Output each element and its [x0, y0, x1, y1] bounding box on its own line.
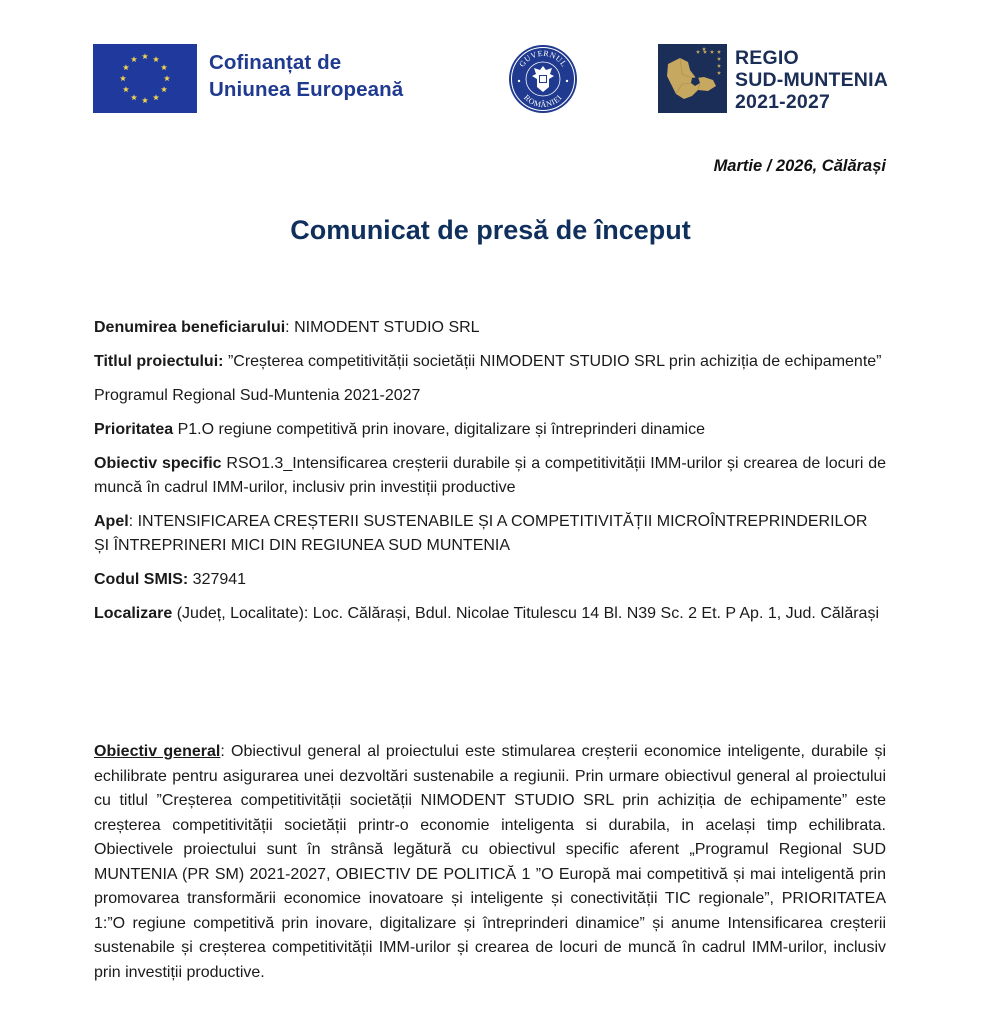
priority-value: P1.O regiune competitivă prin inovare, digitalizare și întreprinderi dinamice — [177, 421, 705, 438]
regio-star-icon — [717, 50, 721, 54]
beneficiary-value: NIMODENT STUDIO SRL — [294, 319, 480, 336]
page-title: Comunicat de presă de început — [290, 215, 691, 245]
seal-bottom-text: ROMÂNIEI — [522, 92, 564, 110]
eu-star-icon — [142, 53, 148, 59]
eu-star-icon — [161, 86, 167, 92]
regio-text — [735, 47, 888, 113]
regio-star-icon — [696, 50, 700, 54]
separator: : — [285, 319, 295, 336]
eu-star-icon — [164, 75, 170, 81]
program-field: Programul Regional Sud-Muntenia 2021-2027 — [94, 387, 421, 404]
regio-star-icon — [717, 71, 721, 75]
general-objective-label: Obiectiv general — [94, 743, 221, 760]
priority-field — [94, 418, 886, 442]
separator: : — [128, 513, 138, 530]
eu-flag-icon — [93, 44, 197, 113]
smis-field — [94, 568, 886, 592]
regio-line3: 2021-2027 — [735, 91, 831, 113]
eu-star-icon — [131, 94, 137, 100]
eu-star-icon — [123, 86, 129, 92]
specific-objective-field — [94, 452, 886, 500]
general-objective-text: Obiectivul general al proiectului este stimularea creșterii economice inteligente, durabile și echilibrate pentru asigurarea unei dezvoltări sustenabile a regiunii. Prin urmare obiectivul general al proiectului cu titlul ”Creșterea competitivității societății NIMODENT STUDIO SRL prin achiziția de echipamente” este creșterea competitivității societății printr-o economie inteligenta si durabila, in același timp echilibrata. Obiectivele proiectului sunt în strânsă legătură cu obiectivul specific aferent „Programul Regional SUD MUNTENIA (PR SM) 2021-2027, OBIECTIV DE POLITICĂ 1 ”O Europă mai competitivă și mai inteligentă prin promovarea transformării economice inovatoare și inteligente și conectivității TIC regionale”, PRIORITATEA 1:”O regiune competitivă prin inovare, digitalizare și întreprinderi dinamice” și anume Intensificarea creșterii sustenabile și creșterea competitivității IMM-urilor și crearea de locuri de muncă în cadrul IMM-urilor, inclusiv prin investiții productive. — [94, 743, 886, 981]
smis-label: Codul SMIS: — [94, 571, 189, 588]
eu-text-line1: Cofinanțat de — [209, 51, 342, 74]
regio-star-icon — [717, 64, 721, 68]
eu-star-icon — [153, 56, 159, 62]
seal-top-text: GUVERNUL — [517, 48, 569, 69]
location-field — [94, 602, 886, 626]
specific-objective-label: Obiectiv specific — [94, 455, 222, 472]
project-title-value: ”Creșterea competitivității societății NIMODENT STUDIO SRL prin achiziția de echipamente” — [227, 353, 882, 370]
eu-star-icon — [123, 64, 129, 70]
project-title-field — [94, 350, 886, 374]
eu-star-icon — [161, 64, 167, 70]
eu-star-icon — [120, 75, 126, 81]
dateline: Martie / 2026, Călărași — [713, 157, 886, 175]
priority-label: Prioritatea — [94, 421, 174, 438]
guvernul-romaniei-seal-icon — [508, 44, 578, 114]
smis-value: 327941 — [192, 571, 247, 588]
regio-line1: REGIO — [735, 47, 799, 69]
project-title-label: Titlul proiectului: — [94, 353, 224, 370]
call-value: INTENSIFICAREA CREȘTERII SUSTENABILE ȘI A COMPETITIVITĂȚII MICROÎNTREPRINDERILOR ȘI ÎNTREPRINERI MICI DIN REGIUNEA SUD MUNTENIA — [94, 513, 868, 554]
location-label: Localizare — [94, 605, 173, 622]
eu-text-line2: Uniunea Europeană — [209, 78, 404, 101]
beneficiary-field — [94, 316, 886, 340]
regio-star-icon — [710, 50, 714, 54]
eu-cofinancing-text — [209, 49, 403, 103]
eu-star-icon — [131, 56, 137, 62]
call-label: Apel — [94, 513, 129, 530]
general-objective-section — [94, 740, 886, 985]
eu-star-icon — [142, 97, 148, 103]
sud-muntenia-map-icon — [658, 44, 727, 113]
beneficiary-label: Denumirea beneficiarului — [94, 319, 286, 336]
specific-objective-value: RSO1.3_Intensificarea creșterii durabile și a competitivității IMM-urilor și crearea de locuri de muncă în cadrul IMM-urilor, inclusiv prin investiții productive — [94, 455, 887, 496]
project-details — [94, 316, 886, 636]
regio-line2: SUD-MUNTENIA — [735, 69, 888, 91]
eu-star-icon — [153, 94, 159, 100]
separator: : — [220, 743, 232, 760]
location-value: (Județ, Localitate): Loc. Călărași, Bdul. Nicolae Titulescu 14 Bl. N39 Sc. 2 Et. P Ap. 1, Jud. Călărași — [176, 605, 879, 622]
regio-star-icon — [717, 57, 721, 61]
call-field — [94, 510, 886, 558]
